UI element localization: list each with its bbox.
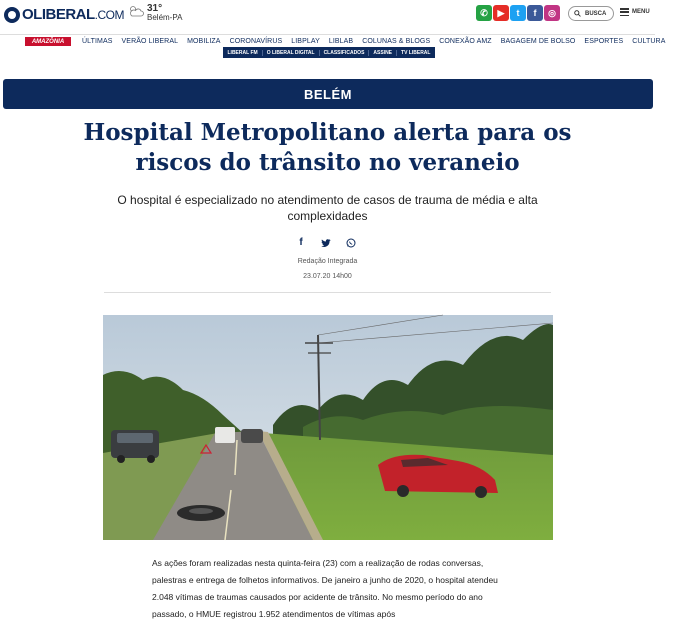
search-icon — [574, 10, 581, 17]
article-title: Hospital Metropolitano alerta para os riscos do trânsito no veraneio — [83, 119, 572, 176]
logo-main-text: OLIBERAL — [22, 6, 95, 23]
search-label: BUSCA — [585, 10, 607, 17]
nav-item[interactable]: LIBPLAY — [291, 38, 320, 45]
social-links — [476, 5, 560, 21]
subnav-item[interactable]: O LIBERAL DIGITAL — [263, 50, 320, 56]
site-logo[interactable] — [4, 6, 124, 23]
facebook-icon[interactable]: f — [527, 5, 543, 21]
nav-item[interactable]: ÚLTIMAS — [82, 38, 113, 45]
subnav-item[interactable]: CLASSIFICADOS — [320, 50, 370, 56]
nav-item[interactable]: CULTURA — [632, 38, 666, 45]
twitter-icon[interactable]: t — [510, 5, 526, 21]
subnav-item[interactable]: TV LIBERAL — [401, 49, 431, 56]
nav-item[interactable]: COLUNAS & BLOGS — [362, 38, 431, 45]
article-date: 23.07.20 14h00 — [303, 273, 352, 280]
section-banner[interactable] — [3, 79, 653, 109]
article-subtitle: O hospital é especializado no atendimento de casos de trauma de média e alta complexidades — [117, 193, 538, 223]
share-twitter-icon[interactable] — [321, 238, 331, 248]
nav-item[interactable]: VERÃO LIBERAL — [121, 38, 179, 45]
whatsapp-icon[interactable]: ✆ — [476, 5, 492, 21]
share-whatsapp-icon[interactable] — [346, 238, 356, 248]
nav-item[interactable]: ESPORTES — [584, 38, 624, 45]
logo-suffix-text: .COM — [94, 8, 125, 22]
sub-nav — [223, 47, 435, 58]
share-facebook-icon[interactable]: f — [299, 237, 303, 248]
article-body: As ações foram realizadas nesta quinta-feira (23) com a realização de rodas conversas, palestras e entrega de folhetos informativos. De janeiro a junho de 2020, o hospital atendeu 2.048 vítimas de traumas causados por acidente de trânsito. No mesmo período do ano passado, o HMUE registrou 1.952 atendimentos de vítimas após — [152, 558, 498, 619]
article-photo — [103, 315, 553, 540]
weather-city: Belém-PA — [147, 13, 183, 22]
instagram-icon[interactable]: ◎ — [544, 5, 560, 21]
subnav-item[interactable]: ASSINE — [369, 50, 397, 56]
menu-button[interactable] — [620, 8, 650, 16]
cloud-sun-icon — [128, 5, 144, 17]
logo-mark-icon — [4, 7, 20, 23]
section-label: BELÉM — [304, 86, 352, 102]
nav-item[interactable]: LIBLAB — [328, 38, 354, 45]
nav-item[interactable]: MOBILIZA — [187, 38, 221, 45]
nav-item[interactable]: CONEXÃO AMZ — [439, 38, 492, 45]
amazonia-brand-link[interactable]: AMAZÔNIA — [25, 37, 71, 46]
article-photo-illustration — [103, 315, 553, 540]
nav-item[interactable]: BAGAGEM DE BOLSO — [500, 38, 576, 45]
weather-widget — [128, 4, 182, 22]
youtube-icon[interactable]: ▶ — [493, 5, 509, 21]
main-nav — [0, 34, 666, 47]
hamburger-icon — [620, 8, 629, 16]
article-author[interactable]: Redação Integrada — [297, 258, 358, 265]
nav-item[interactable]: CORONAVÍRUS — [229, 38, 283, 45]
site-header — [0, 0, 655, 30]
share-bar — [296, 238, 356, 248]
menu-label: MENU — [632, 9, 650, 15]
search-button[interactable] — [568, 6, 614, 21]
weather-temperature: 31° — [147, 3, 163, 14]
divider — [104, 292, 551, 293]
subnav-item[interactable]: LIBERAL FM — [224, 50, 263, 56]
